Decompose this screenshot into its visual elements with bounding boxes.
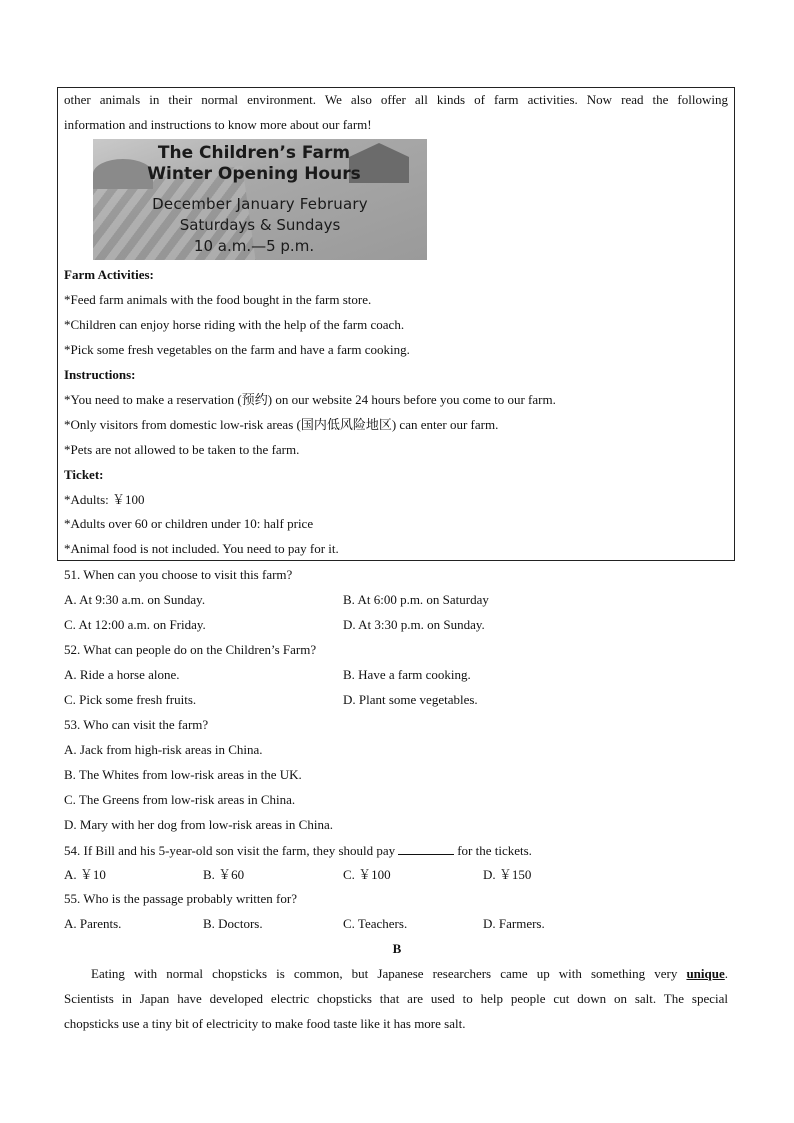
q53-option-d[interactable]: D. Mary with her dog from low-risk areas in China. [64, 817, 333, 832]
poster-days: Saturdays & Sundays [179, 216, 341, 234]
question-53-stem: 53. Who can visit the farm? [64, 717, 209, 732]
instruction-item: *Pets are not allowed to be taken to the farm. [64, 442, 300, 457]
q55-option-d[interactable]: D. Farmers. [483, 916, 545, 931]
q54-option-a[interactable]: A. ￥10 [64, 867, 106, 882]
q54-answer-blank[interactable] [398, 842, 454, 855]
keyword-unique: unique [686, 966, 725, 981]
section-b-line2: Scientists in Japan have developed electric chopsticks that are used to help people cut down on salt. The special [64, 991, 728, 1006]
question-54-stem [64, 842, 532, 859]
q52-option-b[interactable]: B. Have a farm cooking. [343, 667, 471, 682]
q53-option-c[interactable]: C. The Greens from low-risk areas in China. [64, 792, 296, 807]
q52-option-d[interactable]: D. Plant some vegetables. [343, 692, 478, 707]
instructions-heading: Instructions: [64, 367, 136, 382]
poster-subtitle: Winter Opening Hours [147, 164, 361, 184]
activities-heading: Farm Activities: [64, 267, 154, 282]
ticket-item: *Adults over 60 or children under 10: half price [64, 516, 314, 531]
q55-option-a[interactable]: A. Parents. [64, 916, 122, 931]
section-b-line1 [91, 966, 728, 982]
q53-option-b[interactable]: B. The Whites from low-risk areas in the UK. [64, 767, 302, 782]
question-55-stem: 55. Who is the passage probably written for? [64, 891, 297, 906]
q51-option-b[interactable]: B. At 6:00 p.m. on Saturday [343, 592, 489, 607]
q54-option-b[interactable]: B. ￥60 [203, 867, 245, 882]
instruction-item: *Only visitors from domestic low-risk areas (国内低风险地区) can enter our farm. [64, 417, 499, 432]
q54-option-d[interactable]: D. ￥150 [483, 867, 532, 882]
poster-title: The Children’s Farm [157, 143, 351, 163]
q54-option-c[interactable]: C. ￥100 [343, 867, 391, 882]
notice-intro-line1: other animals in their normal environment. We also offer all kinds of farm activities. Now read the following [64, 92, 728, 107]
poster-months: December January February [152, 195, 368, 213]
opening-hours-poster [93, 139, 427, 260]
ticket-heading: Ticket: [64, 467, 104, 482]
q54-stem-before: 54. If Bill and his 5-year-old son visit the farm, they should pay [64, 843, 396, 858]
ticket-item: *Animal food is not included. You need to pay for it. [64, 541, 339, 556]
section-b-line1-text: Eating with normal chopsticks is common, but Japanese researchers came up with something very [91, 966, 678, 981]
q52-option-c[interactable]: C. Pick some fresh fruits. [64, 692, 197, 707]
poster-hours: 10 a.m.—5 p.m. [193, 237, 315, 255]
section-b-line3: chopsticks use a tiny bit of electricity to make food taste like it has more salt. [64, 1016, 466, 1031]
notice-intro-line2: information and instructions to know more about our farm! [64, 117, 372, 132]
section-b-heading: B [392, 941, 402, 956]
q55-option-c[interactable]: C. Teachers. [343, 916, 408, 931]
q54-stem-after: for the tickets. [457, 843, 532, 858]
activity-item: *Pick some fresh vegetables on the farm and have a farm cooking. [64, 342, 410, 357]
q51-option-c[interactable]: C. At 12:00 a.m. on Friday. [64, 617, 206, 632]
question-51-stem: 51. When can you choose to visit this farm? [64, 567, 293, 582]
q52-option-a[interactable]: A. Ride a horse alone. [64, 667, 180, 682]
q55-option-b[interactable]: B. Doctors. [203, 916, 263, 931]
q53-option-a[interactable]: A. Jack from high-risk areas in China. [64, 742, 263, 757]
instruction-item: *You need to make a reservation (预约) on our website 24 hours before you come to our farm. [64, 392, 556, 407]
activity-item: *Feed farm animals with the food bought in the farm store. [64, 292, 372, 307]
q51-option-a[interactable]: A. At 9:30 a.m. on Sunday. [64, 592, 206, 607]
activity-item: *Children can enjoy horse riding with the help of the farm coach. [64, 317, 405, 332]
section-b-line1-period: . [724, 966, 729, 981]
question-52-stem: 52. What can people do on the Children’s Farm? [64, 642, 317, 657]
q51-option-d[interactable]: D. At 3:30 p.m. on Sunday. [343, 617, 485, 632]
ticket-item: *Adults: ￥100 [64, 492, 145, 507]
